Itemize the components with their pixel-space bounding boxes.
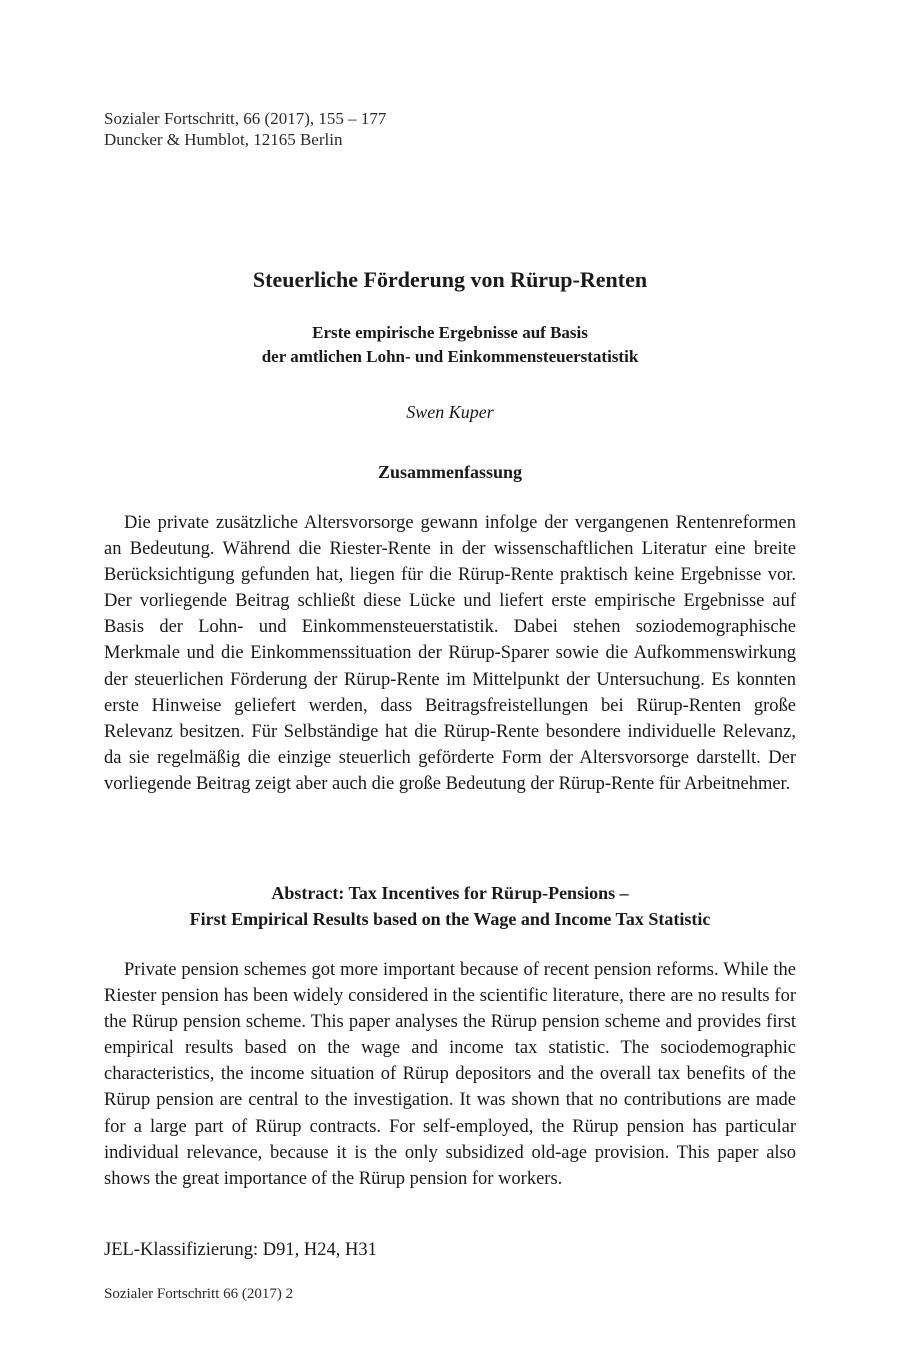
jel-classification: JEL-Klassifizierung: D91, H24, H31: [104, 1240, 377, 1260]
abstract-heading: [0, 880, 900, 932]
journal-header: [104, 108, 386, 150]
author-name: Swen Kuper: [406, 402, 494, 422]
subtitle-line-1: Erste empirische Ergebnisse auf Basis: [312, 323, 588, 342]
abstract-heading-line-1: Abstract: Tax Incentives for Rürup-Pensions –: [271, 883, 629, 903]
page-footer: Sozialer Fortschritt 66 (2017) 2: [104, 1286, 294, 1302]
journal-citation: Sozialer Fortschritt, 66 (2017), 155 – 177: [104, 109, 387, 128]
abstract-heading-line-2: First Empirical Results based on the Wage and Income Tax Statistic: [189, 909, 711, 929]
zusammenfassung-text: Die private zusätzliche Altersvorsorge gewann infolge der vergangenen Rentenreformen an Bedeutung. Während die Riester-Rente in der wissenschaftlichen Literatur eine breite Berücksichtigung gefunden hat, liegen für die Rürup-Rente praktisch keine Ergebnisse vor. Der vorliegende Beitrag schließt diese Lücke und liefert erste empirische Ergebnisse auf Basis der Lohn- und Einkommensteuerstatistik. Dabei stehen soziodemographische Merkmale und die Einkommenssituation der Rürup-Sparer sowie die Aufkommenswirkung der steuerlichen Förderung der Rürup-Rente im Mittelpunkt der Untersuchung. Es konnten erste Hinweise geliefert werden, dass Beitragsfreistellungen bei Rürup-Renten große Relevanz besitzen. Für Selbständige hat die Rürup-Rente besondere individuelle Relevanz, da sie regelmäßig die einzige steuerlich geförderte Form der Altersvorsorge darstellt. Der vorliegende Beitrag zeigt aber auch die große Bedeutung der Rürup-Rente für Arbeitnehmer.: [104, 513, 796, 794]
subtitle-line-2: der amtlichen Lohn- und Einkommensteuerstatistik: [261, 347, 639, 366]
publisher-line: Duncker & Humblot, 12165 Berlin: [104, 130, 343, 149]
article-title: Steuerliche Förderung von Rürup-Renten: [252, 267, 648, 292]
article-subtitle: [0, 321, 900, 369]
zusammenfassung-heading: Zusammenfassung: [377, 462, 523, 482]
abstract-text: Private pension schemes got more important because of recent pension reforms. While the Riester pension has been widely considered in the scientific literature, there are no results for the Rürup pension scheme. This paper analyses the Rürup pension scheme and provides first empirical results based on the wage and income tax statistic. The sociodemographic characteristics, the income situation of Rürup depositors and the overall tax benefits of the Rürup pension are central to the investigation. It was shown that no contributions are made for a large part of Rürup contracts. For self-employed, the Rürup pension has particular individual relevance, because it is the only subsidized old-age provision. This paper also shows the great importance of the Rürup pension for workers.: [104, 960, 796, 1189]
